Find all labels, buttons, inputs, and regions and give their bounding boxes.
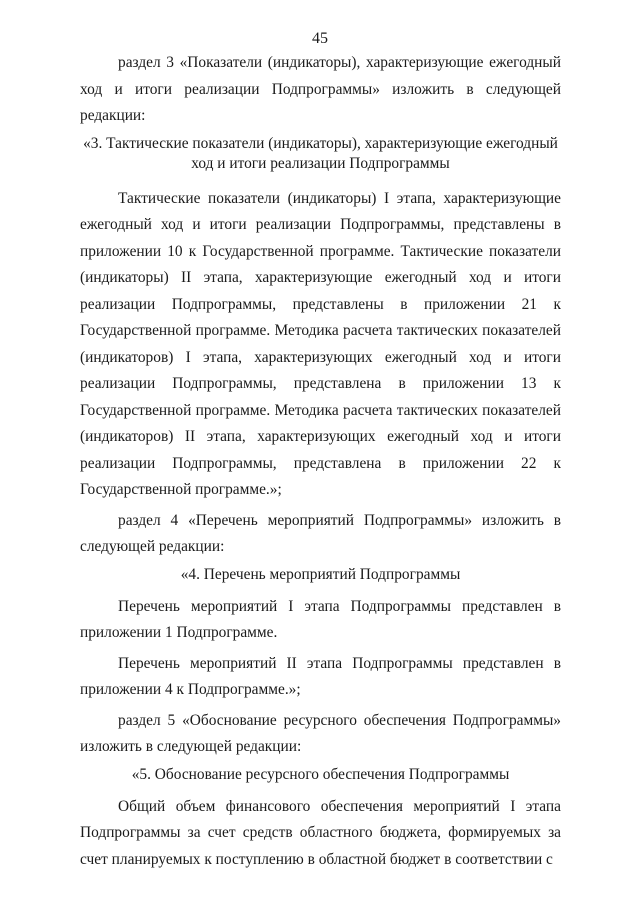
paragraph-section-4-amendment: раздел 4 «Перечень мероприятий Подпрограммы» изложить в следующей редакции: — [80, 511, 561, 555]
paragraph-tactical-indicators: Тактические показатели (индикаторы) I этапа, характеризующие ежегодный ход и итоги реализации Подпрограммы, представлены в приложении 10 к Государственной программе. Тактические показатели (индикаторы) II этапа, характеризующие ежегодный ход и итоги реализации Подпрограммы, представлены в приложении 21 к Государственной программе. Методика расчета тактических показателей (индикаторов) I этапа, характеризующих ежегодный ход и итоги реализации Подпрограммы, представлена в приложении 13 к Государственной программе. Методика расчета тактических показателей (индикаторов) II этапа, характеризующих ежегодный ход и итоги реализации Подпрограммы, представлена в приложении 22 к Государственной программе.»; — [80, 189, 561, 498]
paragraph-section-5-amendment: раздел 5 «Обоснование ресурсного обеспечения Подпрограммы» изложить в следующей редакции: — [80, 711, 561, 755]
heading-section-3: «3. Тактические показатели (индикаторы), характеризующие ежегодный ход и итоги реализации Подпрограммы — [83, 134, 558, 172]
paragraph-section-3-amendment: раздел 3 «Показатели (индикаторы), характеризующие ежегодный ход и итоги реализации Подпрограммы» изложить в следующей редакции: — [80, 54, 561, 124]
paragraph-measures-stage-2: Перечень мероприятий II этапа Подпрограммы представлен в приложении 4 к Подпрограмме.»; — [80, 654, 561, 698]
page-number: 45 — [312, 30, 328, 47]
paragraph-financing: Общий объем финансового обеспечения мероприятий I этапа Подпрограммы за счет средств областного бюджета, формируемых за счет планируемых к поступлению в областной бюджет в соответствии с — [80, 797, 561, 868]
heading-section-5: «5. Обоснование ресурсного обеспечения Подпрограммы — [131, 765, 510, 783]
document-body — [80, 50, 561, 873]
heading-section-4: «4. Перечень мероприятий Подпрограммы — [180, 565, 461, 583]
paragraph-measures-stage-1: Перечень мероприятий I этапа Подпрограммы представлен в приложении 1 Подпрограмме. — [80, 597, 561, 641]
